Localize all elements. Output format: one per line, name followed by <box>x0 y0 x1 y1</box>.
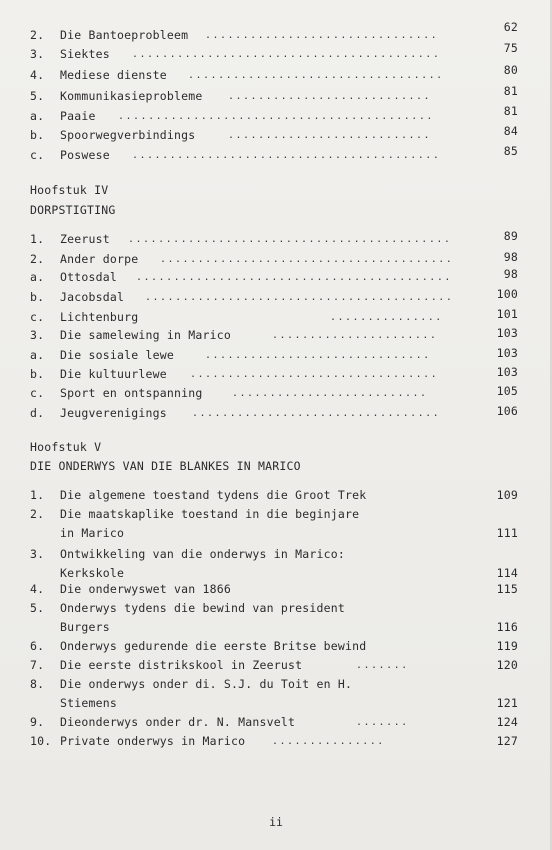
toc-entry <box>0 250 552 269</box>
leader-dots: ........................... <box>228 91 432 102</box>
entry-number: 3. <box>30 47 45 61</box>
entry-title-continuation: Burgers <box>60 620 110 634</box>
entry-number: 10. <box>30 734 52 748</box>
toc-entry <box>0 675 552 694</box>
entry-title: Die sosiale lewe <box>60 348 174 362</box>
entry-title: Ottosdal <box>60 270 117 284</box>
entry-number: 2. <box>30 28 45 42</box>
leader-dots: ....................................... <box>160 254 454 265</box>
entry-number: 4. <box>30 582 45 596</box>
entry-number: c. <box>30 148 45 162</box>
chapter-label: Hoofstuk IV <box>30 183 109 197</box>
entry-page: 105 <box>496 384 518 398</box>
toc-entry <box>0 656 552 675</box>
entry-number: b. <box>30 367 45 381</box>
leader-dots: ................................. <box>192 408 441 419</box>
entry-title: Dieonderwys onder dr. N. Mansvelt <box>60 715 296 729</box>
entry-number: 2. <box>30 252 45 266</box>
entry-page: 80 <box>503 63 518 77</box>
entry-number: d. <box>30 406 45 420</box>
entry-page: 111 <box>496 526 518 540</box>
chapter-title: DIE ONDERWYS VAN DIE BLANKES IN MARICO <box>30 459 301 473</box>
entry-title-continuation: in Marico <box>60 526 125 540</box>
entry-page: 116 <box>496 620 518 634</box>
leader-dots: ......................................... <box>132 49 441 60</box>
entry-number: 8. <box>30 677 45 691</box>
leader-dots: ........................... <box>228 130 432 141</box>
entry-number: a. <box>30 348 45 362</box>
toc-entry <box>0 268 552 287</box>
entry-page: 109 <box>496 488 518 502</box>
leader-dots: ....... <box>356 717 409 728</box>
toc-entry <box>0 580 552 599</box>
toc-entry <box>0 288 552 307</box>
toc-entry <box>0 346 552 365</box>
entry-page: 119 <box>496 639 518 653</box>
toc-entry <box>0 505 552 524</box>
entry-number: 9. <box>30 715 45 729</box>
entry-title: Die onderwyswet van 1866 <box>60 582 231 596</box>
leader-dots: .......................................... <box>118 111 434 122</box>
entry-page: 114 <box>496 566 518 580</box>
entry-title: Die eerste distrikskool in Zeerust <box>60 658 303 672</box>
toc-entry <box>0 84 552 106</box>
leader-dots: ........................................... <box>128 234 452 245</box>
entry-title: Sport en ontspanning <box>60 386 203 400</box>
entry-title: Lichtenburg <box>60 310 139 324</box>
toc-entry-continuation <box>0 524 552 543</box>
leader-dots: .......................... <box>232 388 428 399</box>
toc-entry <box>0 599 552 618</box>
entry-page: 127 <box>496 734 518 748</box>
entry-title: Private onderwys in Marico <box>60 734 246 748</box>
leader-dots: ......................................... <box>145 292 454 303</box>
entry-number: c. <box>30 386 45 400</box>
entry-title: Die samelewing in Marico <box>60 328 231 342</box>
entry-number: 3. <box>30 547 45 561</box>
entry-page: 62 <box>503 20 518 34</box>
entry-page: 124 <box>496 715 518 729</box>
leader-dots: ............................... <box>205 30 439 41</box>
entry-number: 1. <box>30 232 45 246</box>
entry-number: 3. <box>30 328 45 342</box>
entry-number: a. <box>30 270 45 284</box>
leader-dots: ............... <box>272 736 385 747</box>
toc-entry <box>0 326 552 345</box>
entry-title: Die onderwys onder di. S.J. du Toit en H. <box>60 677 353 691</box>
entry-page: 121 <box>496 696 518 710</box>
entry-title: Ontwikkeling van die onderwys in Marico: <box>60 547 345 561</box>
entry-page: 75 <box>503 41 518 55</box>
entry-page: 98 <box>503 250 518 264</box>
entry-number: c. <box>30 310 45 324</box>
entry-title: Die algemene toestand tydens die Groot Trek <box>60 488 367 502</box>
entry-page: 103 <box>496 365 518 379</box>
entry-title: Spoorwegverbindings <box>60 128 196 142</box>
entry-page: 106 <box>496 404 518 418</box>
entry-page: 89 <box>503 229 518 243</box>
entry-title: Onderwys tydens die bewind van president <box>60 601 345 615</box>
entry-title-continuation: Kerkskole <box>60 566 125 580</box>
toc-entry <box>0 308 552 327</box>
leader-dots: .......................................... <box>136 272 452 283</box>
toc-entry <box>0 486 552 505</box>
leader-dots: .............................. <box>205 350 431 361</box>
entry-title: Kommunikasieprobleme <box>60 89 203 103</box>
entry-title: Jacobsdal <box>60 290 125 304</box>
entry-number: 6. <box>30 639 45 653</box>
entry-number: 4. <box>30 68 45 82</box>
entry-title: Poswese <box>60 148 110 162</box>
entry-page: 98 <box>503 267 518 281</box>
entry-title: Siektes <box>60 47 110 61</box>
entry-number: b. <box>30 128 45 142</box>
toc-entry <box>0 732 552 751</box>
entry-page: 103 <box>496 346 518 360</box>
entry-title-continuation: Stiemens <box>60 696 117 710</box>
entry-title: Paaie <box>60 109 96 123</box>
toc-entry <box>0 404 552 423</box>
toc-entry <box>0 41 552 64</box>
entry-number: 5. <box>30 89 45 103</box>
entry-page: 103 <box>496 326 518 340</box>
entry-title: Zeerust <box>60 232 110 246</box>
leader-dots: ....... <box>356 660 409 671</box>
toc-entry <box>0 63 552 85</box>
entry-page: 101 <box>496 307 518 321</box>
leader-dots: ...................... <box>272 330 438 341</box>
leader-dots: .................................. <box>188 70 444 81</box>
page-number: ii <box>269 815 283 829</box>
entry-title: Mediese dienste <box>60 68 167 82</box>
toc-entry <box>0 365 552 384</box>
entry-title: Die maatskaplike toestand in die beginjare <box>60 507 360 521</box>
toc-entry <box>0 637 552 656</box>
toc-entry <box>0 384 552 403</box>
entry-number: 1. <box>30 488 45 502</box>
toc-entry <box>0 20 552 45</box>
entry-page: 115 <box>496 582 518 596</box>
entry-title: Onderwys gedurende die eerste Britse bewind <box>60 639 367 653</box>
toc-entry <box>0 713 552 732</box>
entry-title: Ander dorpe <box>60 252 139 266</box>
entry-page: 84 <box>503 124 518 138</box>
entry-title: Jeugverenigings <box>60 406 167 420</box>
entry-number: 5. <box>30 601 45 615</box>
leader-dots: ................................. <box>190 369 439 380</box>
entry-page: 81 <box>503 84 518 98</box>
entry-page: 81 <box>503 104 518 118</box>
toc-entry <box>0 545 552 564</box>
entry-number: b. <box>30 290 45 304</box>
leader-dots: ............... <box>330 312 443 323</box>
toc-entry <box>0 126 552 145</box>
toc-entry-continuation <box>0 694 552 713</box>
entry-page: 120 <box>496 658 518 672</box>
entry-number: a. <box>30 109 45 123</box>
entry-title: Die kultuurlewe <box>60 367 167 381</box>
toc-entry <box>0 230 552 249</box>
chapter-label: Hoofstuk V <box>30 440 102 454</box>
toc-entry <box>0 146 552 165</box>
toc-entry <box>0 104 552 126</box>
entry-page: 85 <box>503 144 518 158</box>
entry-page: 100 <box>496 287 518 301</box>
entry-number: 2. <box>30 507 45 521</box>
toc-entry-continuation <box>0 618 552 637</box>
leader-dots: ......................................... <box>132 150 441 161</box>
entry-number: 7. <box>30 658 45 672</box>
chapter-title: DORPSTIGTING <box>30 203 116 217</box>
entry-title: Die Bantoeprobleem <box>60 28 189 42</box>
